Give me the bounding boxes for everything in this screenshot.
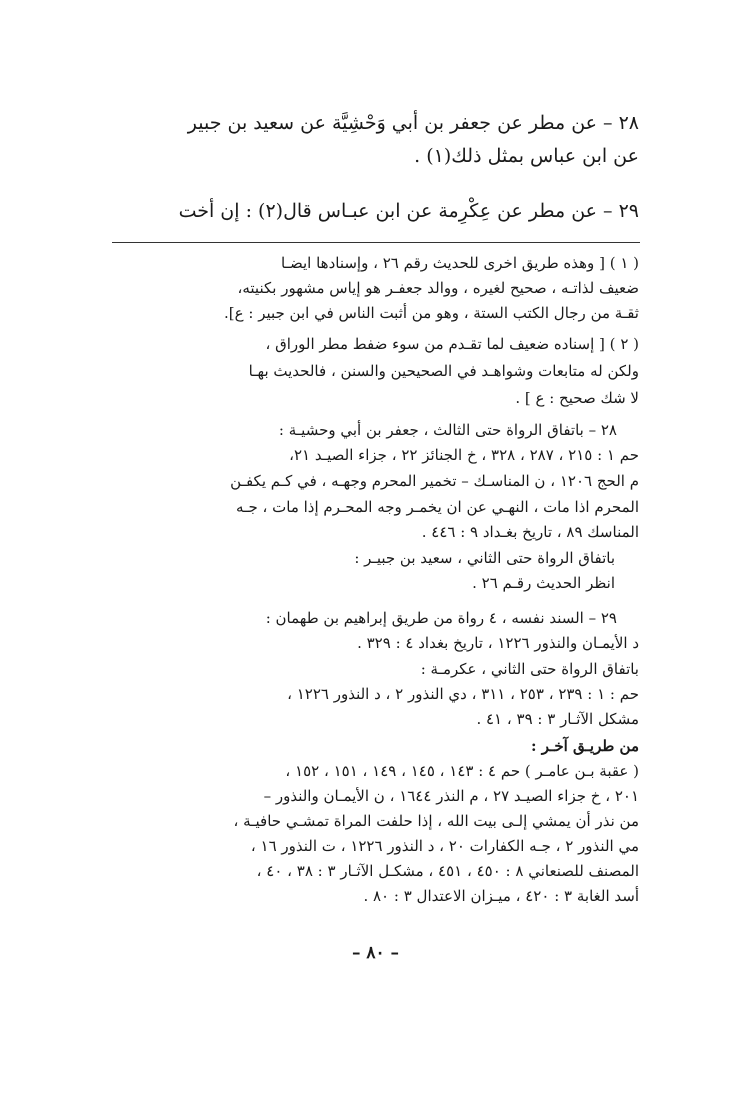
main-text-line: عن ابن عباس بمثل ذلك(١) .	[414, 145, 639, 167]
takhrij-line: م الحج ١٢٠٦ ، ن المناسـك – تخمير المحرم وجهـه ، في كـم يكفـن	[230, 472, 639, 490]
takhrij-line: المناسك ٨٩ ، تاريخ بغـداد ٩ : ٤٤٦ .	[421, 523, 639, 541]
footnote-line: ( ١ ) [ وهذه طريق اخرى للحديث رقم ٢٦ ، وإسنادها ايضـا	[281, 254, 639, 272]
takhrij-line: حم : ١ : ٢٣٩ ، ٢٥٣ ، ٣١١ ، دي النذور ٢ ، د النذور ١٢٢٦ ،	[287, 685, 639, 703]
takhrij-line: أسد الغابة ٣ : ٤٢٠ ، ميـزان الاعتدال ٣ : ٨٠ .	[363, 887, 639, 905]
takhrij-line: من نذر أن يمشي إلـى بيت الله ، إذا حلفت المراة تمشـي حافيـة ،	[233, 812, 639, 830]
page-number: – ٨٠ –	[351, 943, 400, 963]
takhrij-line: باتفاق الرواة حتى الثاني ، سعيد بن جبيـر :	[354, 549, 615, 567]
footnote-line: ولكن له متابعات وشواهـد في الصحيحين والسنن ، فالحديث بهـا	[248, 362, 639, 380]
footnote-line: ضعيف لذاتـه ، صحيح لغيره ، ووالد جعفـر هو إياس مشهور بكنيته،	[237, 279, 639, 297]
main-text-line: ٢٨ – عن مطر عن جعفر بن أبي وَحْشِيَّة عن سعيد بن جبير	[187, 112, 639, 134]
takhrij-line: د الأيمـان والنذور ١٢٢٦ ، تاريخ بغداد ٤ : ٣٢٩ .	[357, 634, 639, 652]
takhrij-heading: من طريـق آخـر :	[530, 737, 639, 755]
takhrij-line: المصنف للصنعاني ٨ : ٤٥٠ ، ٤٥١ ، مشكـل الآثـار ٣ : ٣٨ ، ٤٠ ،	[256, 862, 639, 880]
takhrij-line: ٢٠١ ، خ جزاء الصيـد ٢٧ ، م النذر ١٦٤٤ ، ن الأيمـان والنذور –	[263, 787, 639, 805]
takhrij-line: ٢٨ – باتفاق الرواة حتى الثالث ، جعفر بن أبي وحشيـة :	[278, 421, 617, 439]
takhrij-line: مشكل الآثـار ٣ : ٣٩ ، ٤١ .	[476, 710, 639, 728]
takhrij-line: مي النذور ٢ ، جـه الكفارات ٢٠ ، د النذور ١٢٢٦ ، ت النذور ١٦ ،	[250, 837, 639, 855]
main-text-line: ٢٩ – عن مطر عن عِكْرِمة عن ابن عبـاس قال(٢) : إن أخت	[178, 200, 639, 222]
takhrij-line: حم ١ : ٢١٥ ، ٢٨٧ ، ٣٢٨ ، خ الجنائز ٢٢ ، جزاء الصيـد ٢١،	[289, 446, 639, 464]
takhrij-line: باتفاق الرواة حتى الثاني ، عكرمـة :	[420, 660, 639, 678]
footnote-divider	[112, 242, 640, 243]
footnote-line: لا شك صحيح : ع ] .	[515, 389, 639, 407]
footnote-line: ( ٢ ) [ إسناده ضعيف لما تقـدم من سوء ضفط مطر الوراق ،	[265, 335, 639, 353]
takhrij-line: المحرم اذا مات ، النهـي عن ان يخمـر وجه المحـرم إذا مات ، جـه	[236, 498, 639, 516]
takhrij-line: ( عقبة بـن عامـر ) حم ٤ : ١٤٣ ، ١٤٥ ، ١٤٩ ، ١٥١ ، ١٥٢ ،	[285, 762, 639, 780]
takhrij-line: ٢٩ – السند نفسه ، ٤ رواة من طريق إبراهيم بن طهمان :	[265, 609, 617, 627]
takhrij-line: انظر الحديث رقـم ٢٦ .	[472, 574, 615, 592]
footnote-line: ثقـة من رجال الكتب الستة ، وهو من أثبت الناس في ابن جبير : ع].	[224, 304, 639, 322]
